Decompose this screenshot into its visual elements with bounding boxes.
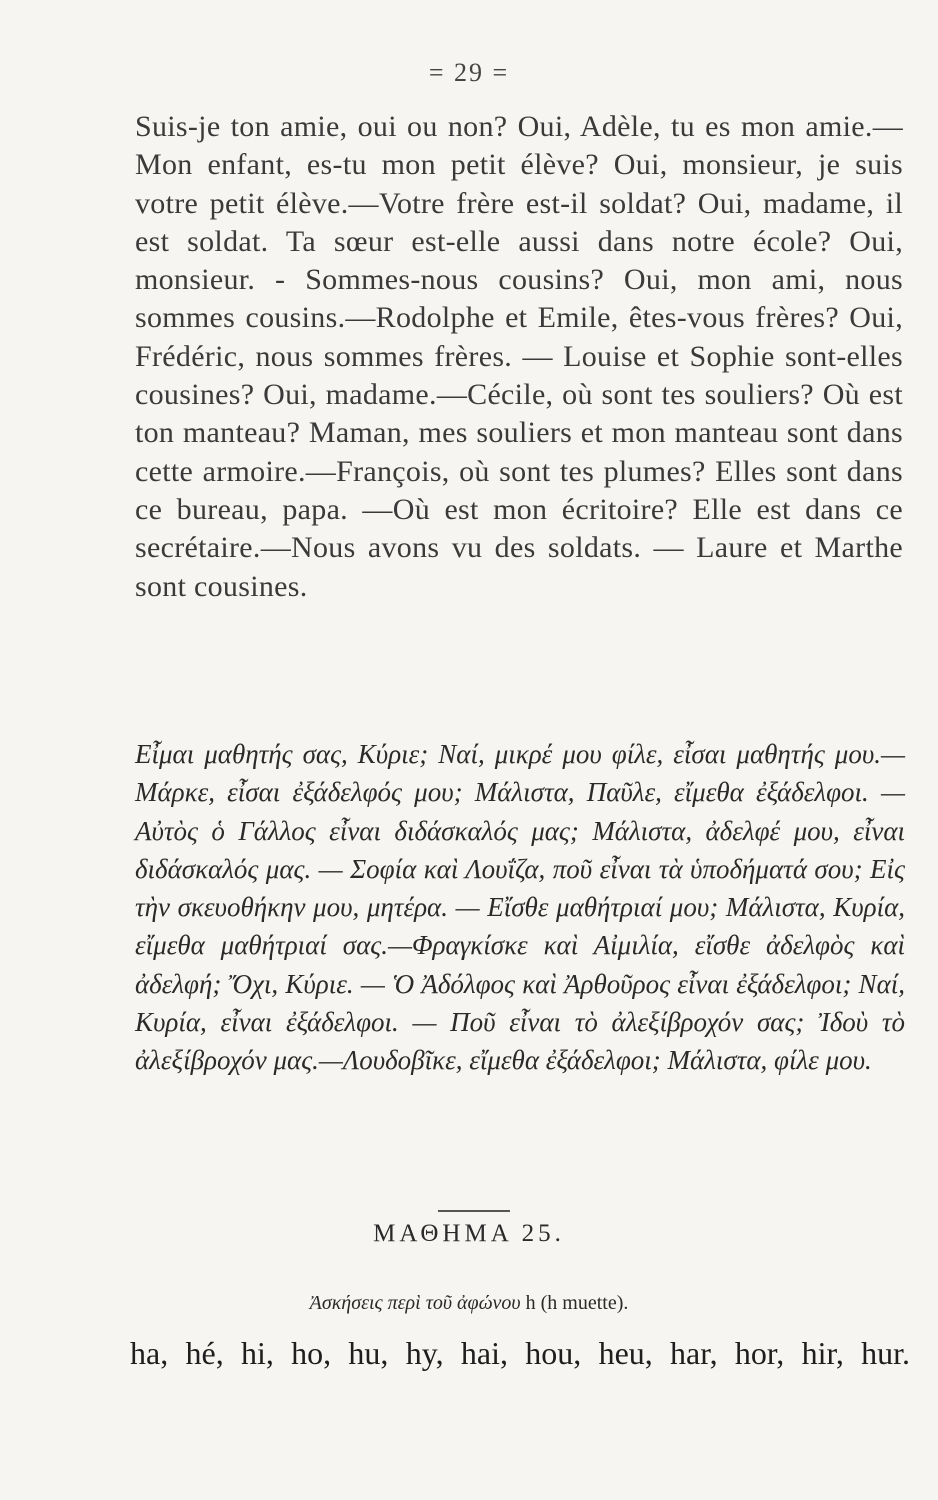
french-paragraph: Suis-je ton amie, oui ou non? Oui, Adèle, tu es mon amie.—Mon enfant, es-tu mon petit élève? Oui, monsieur, je suis votre petit élève.—Votre frère est-il soldat? Oui, madame, il est soldat. Ta sœur est-elle aussi dans notre école? Oui, monsieur. - Sommes-nous cousins? Oui, mon ami, nous sommes cousins.—Rodolphe et Emile, êtes-vous frères? Oui, Frédéric, nous sommes frères. — Louise et Sophie sont-elles cousines? Oui, madame.—Cécile, où sont tes souliers? Où est ton manteau? Maman, mes souliers et mon manteau sont dans cette armoire.—François, où sont tes plumes? Elles sont dans ce bureau, papa. —Où est mon écritoire? Elle est dans ce secrétaire.—Nous avons vu des soldats. — Laure et Marthe sont cousines. xyxy=(135,110,903,603)
page-number xyxy=(0,58,938,88)
syllable-list: ha, hé, hi, ho, hu, hy, hai, hou, heu, har, hor, hir, hur. xyxy=(130,1335,910,1371)
page-number-value: 29 xyxy=(454,58,484,87)
exercise-heading-french: (h muette). xyxy=(540,1292,629,1314)
exercise-heading-letter: h xyxy=(525,1292,536,1314)
lesson-heading: ΜΑΘΗΜΑ 25. xyxy=(373,1220,565,1247)
section-divider xyxy=(438,1210,510,1212)
exercise-heading-greek: Ἀσκήσεις περὶ τοῦ ἀφώνου xyxy=(309,1292,521,1314)
page-number-dash-left: = xyxy=(428,58,454,87)
greek-paragraph: Εἶμαι μαθητής σας, Κύριε; Ναί, μικρέ μου φίλε, εἶσαι μαθητής μου.—Μάρκε, εἶσαι ἐξάδελφός μου; Μάλιστα, Παῦλε, εἴμεθα ἐξάδελφοι. — Αὐτὸς ὁ Γάλλος εἶναι διδάσκαλός μας; Μάλιστα, ἀδελφέ μου, εἶναι διδάσκαλός μας. — Σοφία καὶ Λουΐζα, ποῦ εἶναι τὰ ὑποδήματά σου; Εἰς τὴν σκευοθήκην μου, μητέρα. — Εἴσθε μαθήτριαί μου; Μάλιστα, Κυρία, εἴμεθα μαθήτριαί σας.—Φραγκίσκε καὶ Αἰμιλία, εἴσθε ἀδελφὸς καὶ ἀδελφή; Ὄχι, Κύριε. — Ὁ Ἀδόλφος καὶ Ἀρθοῦρος εἶναι ἐξάδελφοι; Ναί, Κυρία, εἶναι ἐξάδελφοι. — Ποῦ εἶναι τὸ ἀλεξίβροχόν σας; Ἰδοὺ τὸ ἀλεξίβροχόν μας.—Λουδοβῖκε, εἴμεθα ἐξάδελφοι; Μάλιστα, φίλε μου. xyxy=(135,739,905,1076)
page-number-dash-right: = xyxy=(484,58,510,87)
exercise-heading xyxy=(0,1292,938,1315)
